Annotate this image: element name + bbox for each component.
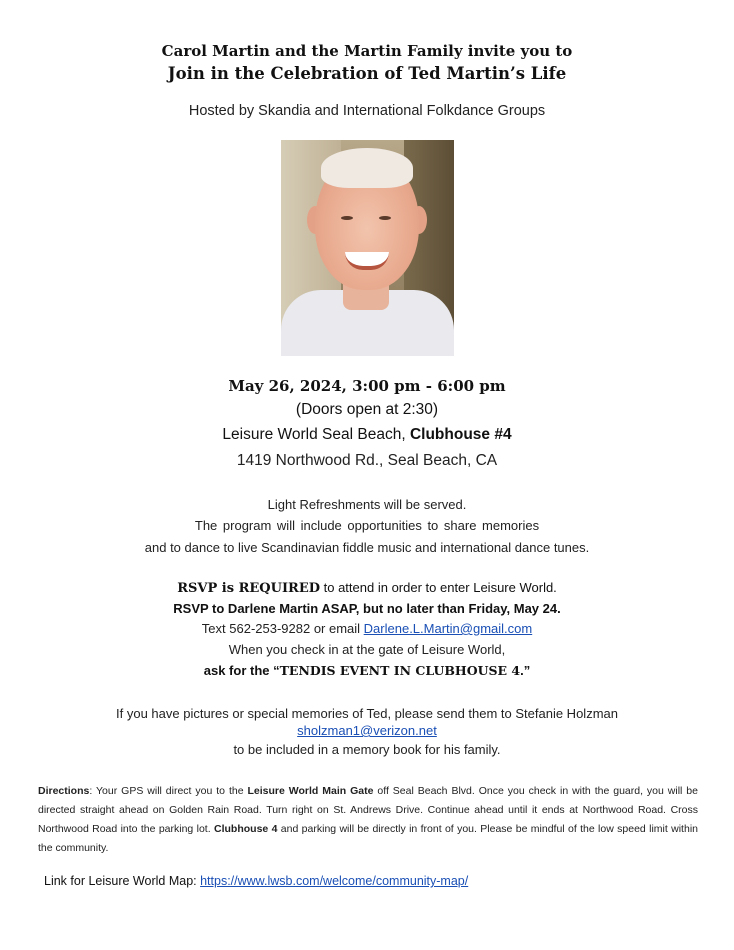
memory-book-line: to be included in a memory book for his family.	[233, 742, 501, 757]
rsvp-text-email	[0, 621, 734, 636]
ask-prefix: ask for the “	[203, 663, 280, 678]
celebration-title: Join in the Celebration of Ted Martin’s Life	[167, 64, 567, 83]
venue-address: 1419 Northwood Rd., Seal Beach, CA	[236, 452, 498, 469]
rsvp-text-prefix: Text 562-253-9282 or email	[201, 621, 364, 636]
map-link-row	[44, 874, 468, 888]
rsvp-contact: RSVP to Darlene Martin ASAP, but no later than Friday, May 24.	[173, 601, 561, 616]
map-link[interactable]: https://www.lwsb.com/welcome/community-map/	[200, 874, 469, 888]
memories-line: If you have pictures or special memories of Ted, please send them to Stefanie Holzman	[116, 706, 618, 721]
venue-clubhouse: Clubhouse #4	[409, 426, 512, 443]
map-link-label: Link for Leisure World Map:	[44, 874, 201, 888]
invite-line: Carol Martin and the Martin Family invite you to	[161, 42, 573, 60]
rsvp-email-link[interactable]: Darlene.L.Martin@gmail.com	[363, 621, 533, 636]
rsvp-required-bold: RSVP is REQUIRED	[177, 581, 321, 596]
directions	[38, 782, 698, 858]
refreshments-note: Light Refreshments will be served.	[267, 497, 467, 512]
hosted-by: Hosted by Skandia and International Folkdance Groups	[188, 103, 546, 119]
memories-email-link[interactable]: sholzman1@verizon.net	[297, 723, 437, 738]
ask-event-name: TENDIS EVENT IN CLUBHOUSE 4	[279, 663, 521, 678]
directions-part-1: : Your GPS will direct you to the	[89, 785, 248, 797]
directions-part-2: off Seal Beach Blvd. Once you check in with the guard, you will be directed straight ahead on Golden Rain Road. Turn right on St. Andrews Drive. Continue ahead until it ends at Northwood Road. Cross Northwood Road into the parking lot.	[38, 785, 698, 835]
event-date-time: May 26, 2024, 3:00 pm - 6:00 pm	[228, 377, 506, 395]
checkin-note: When you check in at the gate of Leisure World,	[228, 642, 506, 657]
portrait-photo	[281, 140, 454, 356]
ask-suffix: .”	[520, 663, 531, 678]
directions-main-gate: Leisure World Main Gate	[247, 785, 374, 797]
venue-name: Leisure World Seal Beach,	[222, 426, 410, 443]
directions-label: Directions	[38, 785, 90, 797]
rsvp-required	[0, 580, 734, 596]
memories-email-row	[0, 723, 734, 738]
program-line-2: and to dance to live Scandinavian fiddle music and international dance tunes.	[144, 540, 590, 555]
ask-event	[0, 663, 734, 678]
directions-part-3: and parking will be directly in front of you. Please be mindful of the low speed limit within the community.	[38, 823, 698, 854]
doors-open: (Doors open at 2:30)	[295, 401, 439, 418]
directions-clubhouse: Clubhouse 4	[214, 823, 278, 835]
program-line-1: The program will include opportunities to share memories	[194, 518, 540, 533]
rsvp-required-rest: to attend in order to enter Leisure World.	[320, 580, 557, 595]
venue	[0, 426, 734, 444]
